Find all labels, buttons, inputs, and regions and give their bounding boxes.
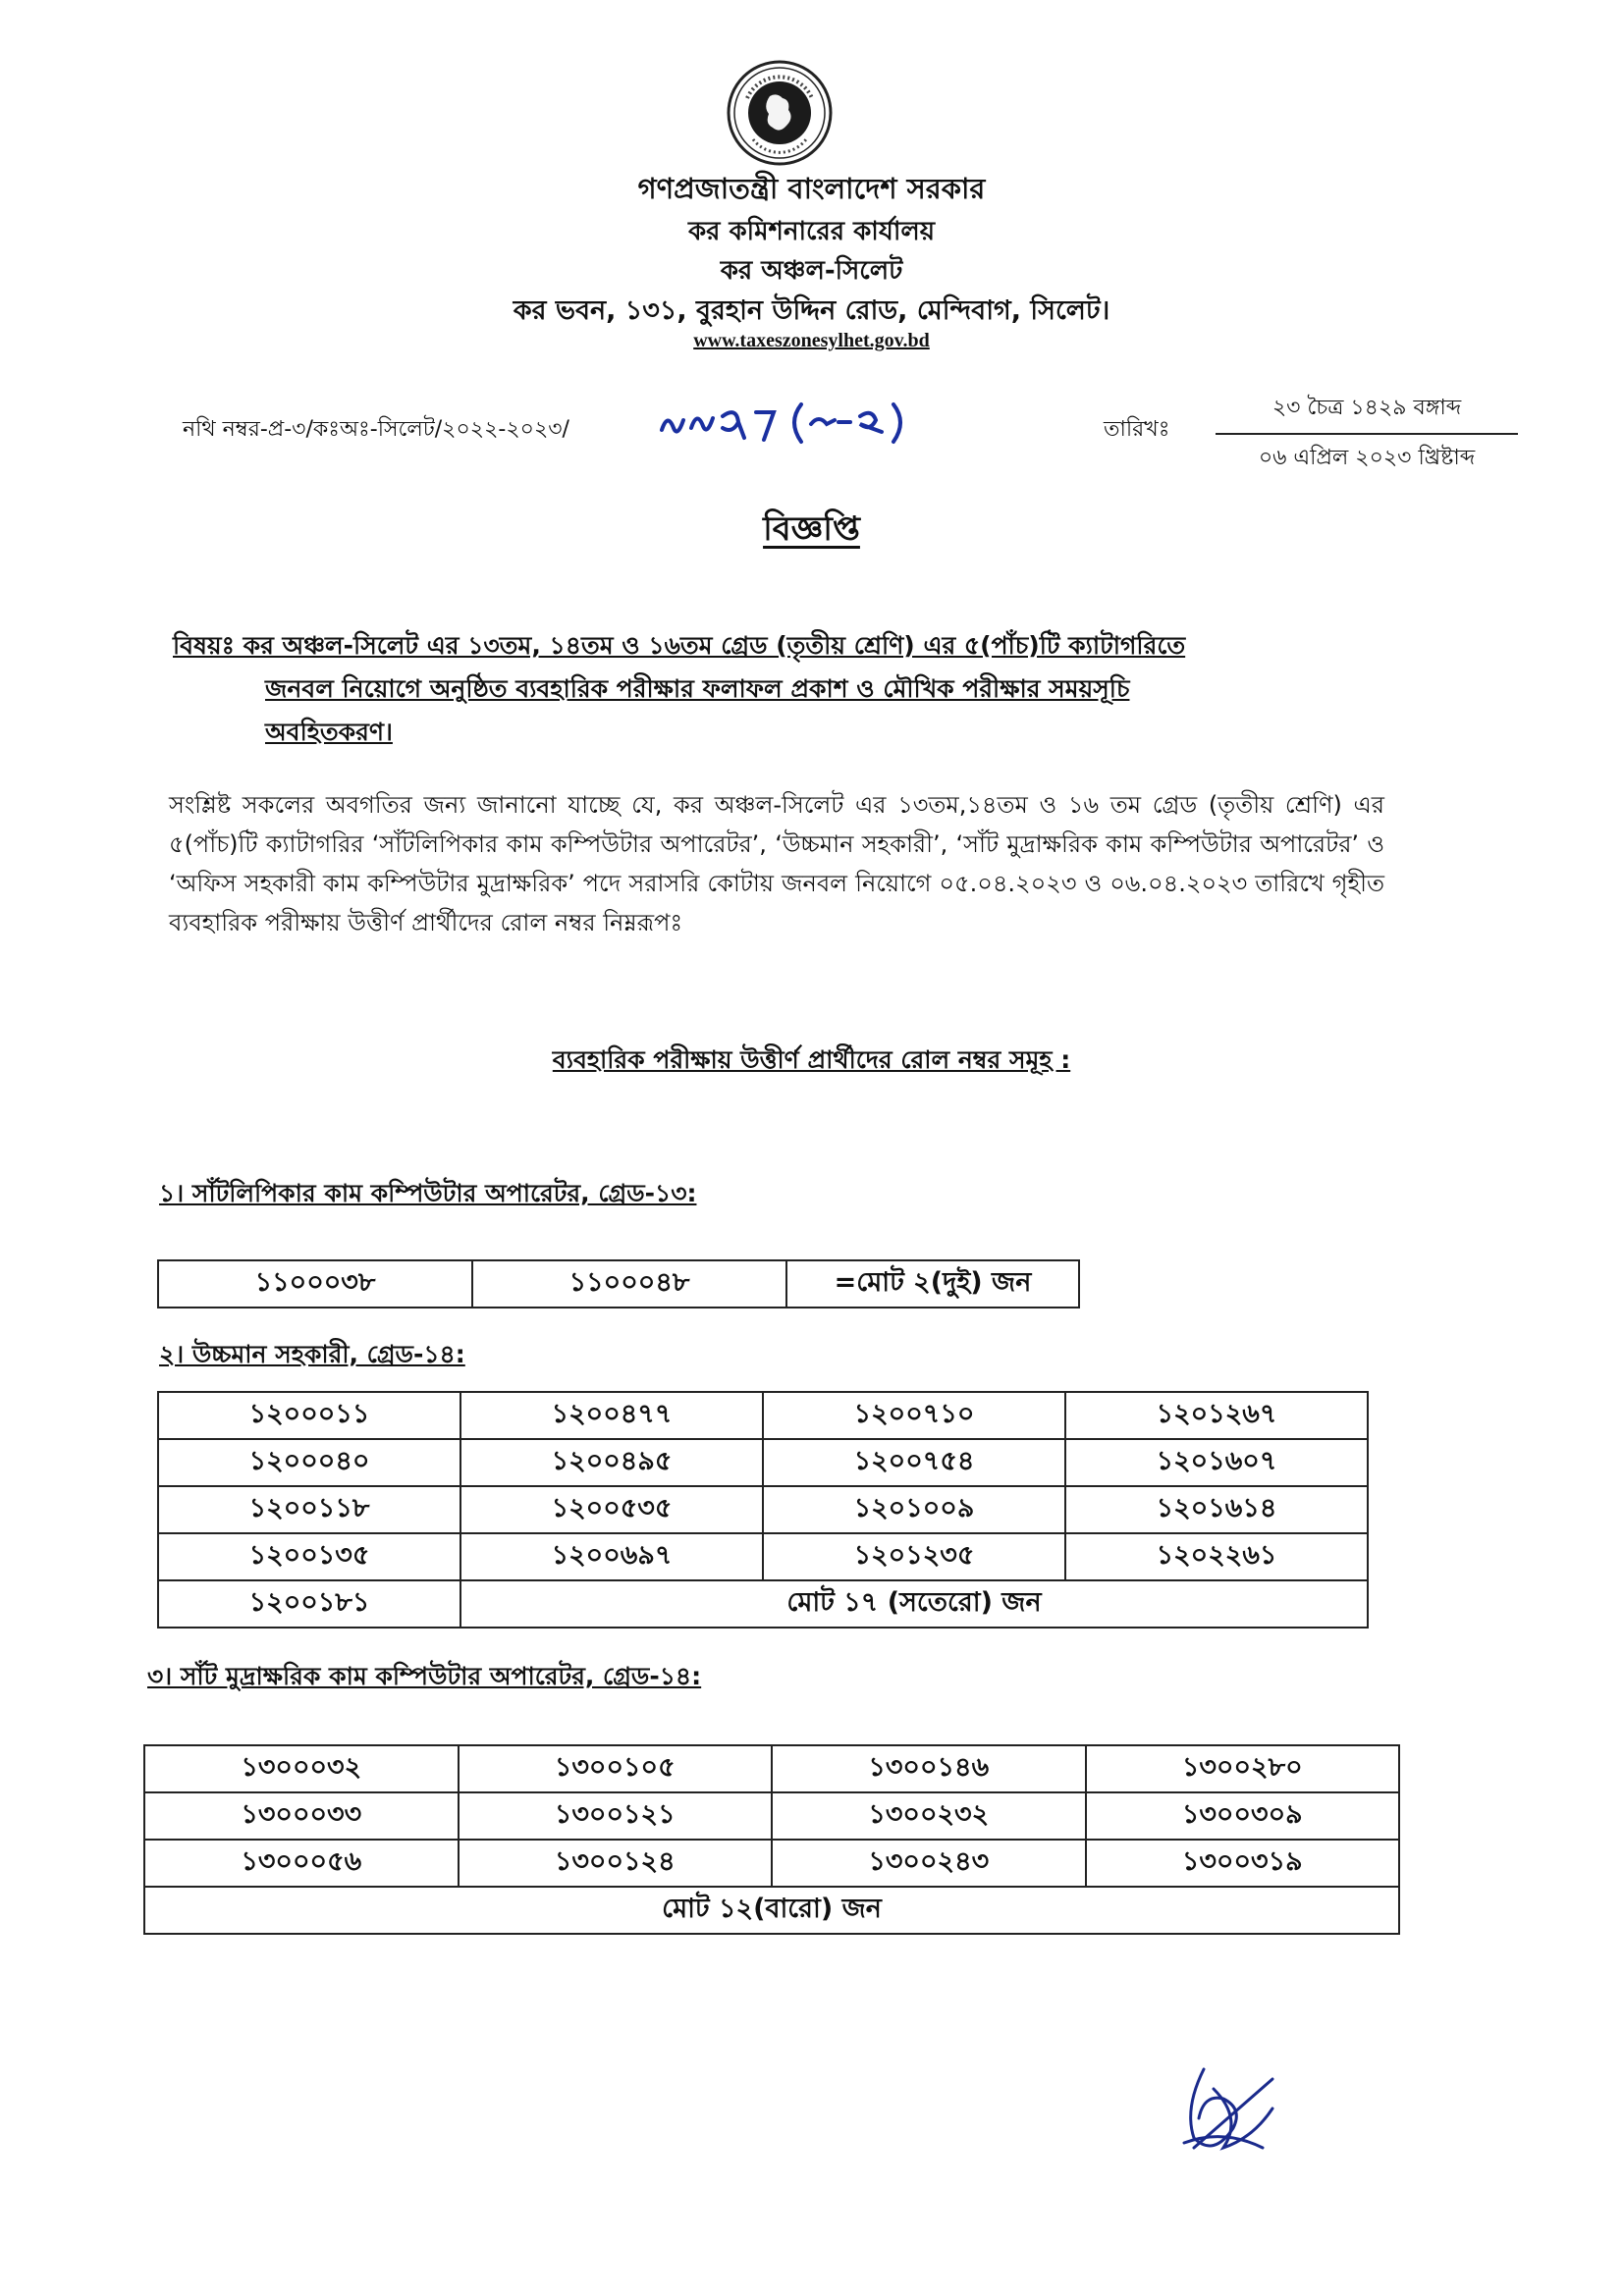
body-paragraph: সংশ্লিষ্ট সকলের অবগতির জন্য জানানো যাচ্ছে যে, কর অঞ্চল-সিলেট এর ১৩তম,১৪তম ও ১৬ তম গ্রেড (তৃতীয় শ্রেণি) এর ৫(পাঁচ)টি ক্যাটাগরির ‘সাঁটলিপিকার কাম কম্পিউটার অপারেটর’, ‘উচ্চমান সহকারী’, ‘সাঁট মুদ্রাক্ষরিক কাম কম্পিউটার অপারেটর’ ও ‘অফিস সহকারী কাম কম্পিউটার মুদ্রাক্ষরিক’ পদে সরাসরি কোটায় জনবল নিয়োগে ০৫.০৪.২০২৩ ও ০৬.০৪.২০২৩ তারিখে গৃহীত ব্যবহারিক পরীক্ষায় উত্তীর্ণ প্রার্থীদের রোল নম্বর নিম্নরূপঃ <box>169 791 1384 936</box>
zone-name: কর অঞ্চল-সিলেট <box>720 256 903 286</box>
section-2-table <box>157 1391 1369 1629</box>
signature-icon <box>1164 2050 1292 2167</box>
table-row <box>144 1887 1399 1934</box>
roll-cell: ১১০০০৪৮ <box>472 1260 786 1308</box>
total-cell: মোট ১৭ (সতেরো) জন <box>460 1580 1368 1628</box>
table-row <box>158 1486 1368 1533</box>
section-3-title <box>147 1657 701 1699</box>
roll-cell: ১৩০০২৩২ <box>772 1792 1086 1840</box>
roll-cell: ১৩০০০৩৩ <box>144 1792 459 1840</box>
roll-cell: ১২০০৪৭৭ <box>460 1392 763 1439</box>
roll-cell: ১২০১২৩৫ <box>763 1533 1065 1580</box>
govt-name: গণপ্রজাতন্ত্রী বাংলাদেশ সরকার <box>637 172 986 205</box>
table-row <box>158 1533 1368 1580</box>
roll-cell: ১২০০৬৯৭ <box>460 1533 763 1580</box>
roll-cell: ১৩০০১২৪ <box>459 1840 773 1887</box>
roll-cell: ১১০০০৩৮ <box>158 1260 472 1308</box>
roll-cell: ১২০০৭১০ <box>763 1392 1065 1439</box>
roll-cell: ১৩০০১০৫ <box>459 1745 773 1792</box>
subject-block <box>173 624 1380 754</box>
roll-cell: ১২০১০০৯ <box>763 1486 1065 1533</box>
roll-cell: ১৩০০০৩২ <box>144 1745 459 1792</box>
roll-cell: ১৩০০১৪৬ <box>772 1745 1086 1792</box>
government-seal-icon <box>726 59 834 167</box>
roll-cell: ১২০০১৩৫ <box>158 1533 460 1580</box>
handwritten-memo-number <box>654 380 919 450</box>
roll-cell: ১৩০০০৫৬ <box>144 1840 459 1887</box>
roll-cell: ১২০১৬০৭ <box>1065 1439 1368 1486</box>
section-3-table <box>143 1744 1400 1935</box>
subject-line-2: জনবল নিয়োগে অনুষ্ঠিত ব্যবহারিক পরীক্ষার ফলাফল প্রকাশ ও মৌখিক পরীক্ষার সময়সূচি <box>265 674 1130 703</box>
roll-cell: ১২০০৪৯৫ <box>460 1439 763 1486</box>
total-cell: মোট ১২(বারো) জন <box>144 1887 1399 1934</box>
roll-list-heading <box>0 1041 1623 1083</box>
office-address: কর ভবন, ১৩১, বুরহান উদ্দিন রোড, মেন্দিবাগ, সিলেট। <box>513 295 1110 326</box>
roll-cell: ১৩০০২৪৩ <box>772 1840 1086 1887</box>
section-1-title-text: ১। সাঁটলিপিকার কাম কম্পিউটার অপারেটর, গ্রেড-১৩: <box>159 1179 697 1207</box>
date-block <box>1216 391 1518 477</box>
table-row <box>144 1840 1399 1887</box>
date-label: তারিখঃ <box>1104 417 1170 442</box>
roll-cell: ১২০০৫৩৫ <box>460 1486 763 1533</box>
roll-cell: ১৩০০১২১ <box>459 1792 773 1840</box>
table-row <box>158 1392 1368 1439</box>
subject-line-1: বিষয়ঃ কর অঞ্চল-সিলেট এর ১৩তম, ১৪তম ও ১৬তম গ্রেড (তৃতীয় শ্রেণি) এর ৫(পাঁচ)টি ক্যাটাগরিতে <box>173 631 1186 660</box>
table-row <box>158 1260 1079 1308</box>
roll-cell: ১২০০০১১ <box>158 1392 460 1439</box>
roll-cell: ১৩০০৩০৯ <box>1086 1792 1400 1840</box>
section-1-title <box>159 1174 696 1216</box>
roll-cell: ১২০০১৮১ <box>158 1580 460 1628</box>
section-1-table <box>157 1259 1080 1308</box>
notice-title <box>0 504 1623 560</box>
roll-cell: ১৩০০২৮০ <box>1086 1745 1400 1792</box>
website-link[interactable]: www.taxeszonesylhet.gov.bd <box>693 330 930 351</box>
table-row <box>144 1792 1399 1840</box>
roll-cell: ১২০১৬১৪ <box>1065 1486 1368 1533</box>
table-row <box>144 1745 1399 1792</box>
roll-cell: ১২০১২৬৭ <box>1065 1392 1368 1439</box>
table-row <box>158 1439 1368 1486</box>
roll-list-heading-text: ব্যবহারিক পরীক্ষায় উত্তীর্ণ প্রার্থীদের রোল নম্বর সমূহ : <box>552 1045 1071 1074</box>
roll-cell: ১৩০০৩১৯ <box>1086 1840 1400 1887</box>
roll-cell: ১২০০৭৫৪ <box>763 1439 1065 1486</box>
roll-cell: ১২০০০৪০ <box>158 1439 460 1486</box>
date-gregorian: ০৬ এপ্রিল ২০২৩ খ্রিষ্টাব্দ <box>1258 446 1476 470</box>
section-2-title <box>159 1335 465 1377</box>
office-name: কর কমিশনারের কার্যালয় <box>687 217 936 246</box>
notice-title-text: বিজ্ঞপ্তি <box>763 509 860 549</box>
roll-cell: ১২০০১১৮ <box>158 1486 460 1533</box>
section-3-title-text: ৩। সাঁট মুদ্রাক্ষরিক কাম কম্পিউটার অপারেটর, গ্রেড-১৪: <box>147 1662 702 1690</box>
roll-cell: ১২০২২৬১ <box>1065 1533 1368 1580</box>
handwritten-memo-text: ১৮৫৭ (১-৪) <box>654 380 738 399</box>
date-bangla: ২৩ চৈত্র ১৪২৯ বঙ্গাব্দ <box>1216 391 1518 435</box>
section-2-title-text: ২। উচ্চমান সহকারী, গ্রেড-১৪: <box>159 1340 465 1368</box>
table-row <box>158 1580 1368 1628</box>
memo-number-label: নথি নম্বর-প্র-৩/কঃঅঃ-সিলেট/২০২২-২০২৩/ <box>183 417 569 442</box>
total-cell: =মোট ২(দুই) জন <box>786 1260 1079 1308</box>
subject-line-3: অবহিতকরণ। <box>265 718 393 746</box>
